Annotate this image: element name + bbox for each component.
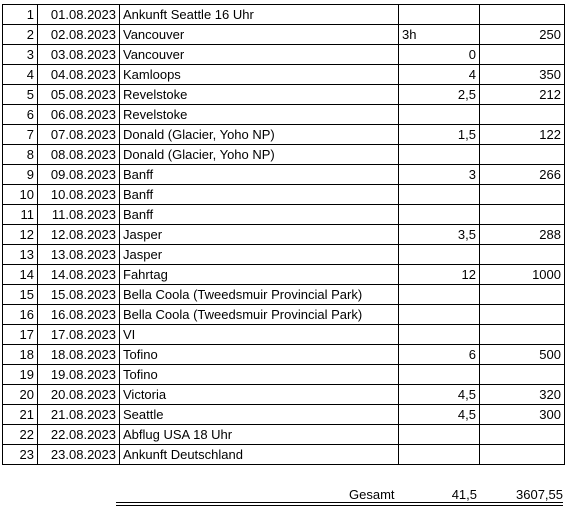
date-cell[interactable]: 21.08.2023 — [38, 405, 120, 425]
hours-cell[interactable]: 2,5 — [399, 85, 480, 105]
place-cell[interactable]: Seattle — [120, 405, 399, 425]
date-cell[interactable]: 13.08.2023 — [38, 245, 120, 265]
hours-cell[interactable] — [399, 145, 480, 165]
table-row — [3, 265, 565, 285]
km-cell[interactable]: 212 — [480, 85, 565, 105]
hours-cell[interactable] — [399, 245, 480, 265]
table-row — [3, 345, 565, 365]
hours-cell[interactable]: 4,5 — [399, 405, 480, 425]
hours-cell[interactable] — [399, 305, 480, 325]
date-cell[interactable]: 07.08.2023 — [38, 125, 120, 145]
table-row — [3, 185, 565, 205]
date-cell[interactable]: 05.08.2023 — [38, 85, 120, 105]
row-number-cell[interactable]: 3 — [3, 45, 38, 65]
km-cell[interactable] — [480, 185, 565, 205]
date-cell[interactable]: 22.08.2023 — [38, 425, 120, 445]
hours-cell[interactable] — [399, 325, 480, 345]
hours-cell[interactable]: 1,5 — [399, 125, 480, 145]
place-cell[interactable]: Donald (Glacier, Yoho NP) — [120, 125, 399, 145]
hours-cell[interactable] — [399, 205, 480, 225]
date-cell[interactable]: 15.08.2023 — [38, 285, 120, 305]
row-number-cell[interactable]: 10 — [3, 185, 38, 205]
row-number-cell[interactable]: 11 — [3, 205, 38, 225]
hours-cell[interactable]: 0 — [399, 45, 480, 65]
date-cell[interactable]: 16.08.2023 — [38, 305, 120, 325]
place-cell[interactable]: Banff — [120, 185, 399, 205]
km-cell[interactable] — [480, 5, 565, 25]
km-cell[interactable] — [480, 245, 565, 265]
km-cell[interactable] — [480, 105, 565, 125]
row-number-cell[interactable]: 14 — [3, 265, 38, 285]
hours-cell[interactable]: 4 — [399, 65, 480, 85]
row-number-cell[interactable]: 21 — [3, 405, 38, 425]
row-number-cell[interactable]: 7 — [3, 125, 38, 145]
row-number-cell[interactable]: 2 — [3, 25, 38, 45]
table-row — [3, 45, 565, 65]
date-cell[interactable]: 06.08.2023 — [38, 105, 120, 125]
km-cell[interactable]: 500 — [480, 345, 565, 365]
hours-cell[interactable] — [399, 445, 480, 465]
hours-cell[interactable] — [399, 5, 480, 25]
date-cell[interactable]: 17.08.2023 — [38, 325, 120, 345]
date-cell[interactable]: 11.08.2023 — [38, 205, 120, 225]
table-row — [3, 65, 565, 85]
row-number-cell[interactable]: 6 — [3, 105, 38, 125]
hours-cell[interactable] — [399, 105, 480, 125]
table-row — [3, 385, 565, 405]
table-row — [3, 85, 565, 105]
place-cell[interactable]: Kamloops — [120, 65, 399, 85]
table-row — [3, 365, 565, 385]
row-number-cell[interactable]: 1 — [3, 5, 38, 25]
place-cell[interactable]: Banff — [120, 165, 399, 185]
row-number-cell[interactable]: 23 — [3, 445, 38, 465]
place-cell[interactable]: Banff — [120, 205, 399, 225]
hours-cell[interactable]: 3h — [399, 25, 480, 45]
km-cell[interactable] — [480, 325, 565, 345]
place-cell[interactable]: Vancouver — [120, 45, 399, 65]
hours-cell[interactable]: 12 — [399, 265, 480, 285]
total-km-cell[interactable]: 3607,55 — [516, 487, 563, 502]
place-cell[interactable]: Tofino — [120, 345, 399, 365]
place-cell[interactable]: Victoria — [120, 385, 399, 405]
hours-cell[interactable] — [399, 425, 480, 445]
place-cell[interactable]: Bella Coola (Tweedsmuir Provincial Park) — [120, 305, 399, 325]
table-row — [3, 245, 565, 265]
table-row — [3, 165, 565, 185]
km-cell[interactable] — [480, 285, 565, 305]
row-number-cell[interactable]: 8 — [3, 145, 38, 165]
place-cell[interactable]: Tofino — [120, 365, 399, 385]
km-cell[interactable]: 288 — [480, 225, 565, 245]
place-cell[interactable]: Jasper — [120, 225, 399, 245]
km-cell[interactable]: 1000 — [480, 265, 565, 285]
date-cell[interactable]: 12.08.2023 — [38, 225, 120, 245]
hours-cell[interactable]: 6 — [399, 345, 480, 365]
row-number-cell[interactable]: 22 — [3, 425, 38, 445]
place-cell[interactable]: Abflug USA 18 Uhr — [120, 425, 399, 445]
place-cell[interactable]: Jasper — [120, 245, 399, 265]
place-cell[interactable]: VI — [120, 325, 399, 345]
km-cell[interactable] — [480, 425, 565, 445]
hours-cell[interactable] — [399, 365, 480, 385]
km-cell[interactable] — [480, 365, 565, 385]
date-cell[interactable]: 08.08.2023 — [38, 145, 120, 165]
row-number-cell[interactable]: 19 — [3, 365, 38, 385]
date-cell[interactable]: 01.08.2023 — [38, 5, 120, 25]
table-row — [3, 425, 565, 445]
place-cell[interactable]: Ankunft Seattle 16 Uhr — [120, 5, 399, 25]
total-double-underline — [116, 502, 563, 506]
km-cell[interactable] — [480, 445, 565, 465]
km-cell[interactable]: 320 — [480, 385, 565, 405]
place-cell[interactable]: Revelstoke — [120, 85, 399, 105]
table-row — [3, 305, 565, 325]
table-row — [3, 205, 565, 225]
place-cell[interactable]: Fahrtag — [120, 265, 399, 285]
date-cell[interactable]: 19.08.2023 — [38, 365, 120, 385]
km-cell[interactable]: 300 — [480, 405, 565, 425]
table-row — [3, 25, 565, 45]
date-cell[interactable]: 18.08.2023 — [38, 345, 120, 365]
date-cell[interactable]: 09.08.2023 — [38, 165, 120, 185]
total-label[interactable]: Gesamt — [349, 487, 395, 502]
km-cell[interactable]: 122 — [480, 125, 565, 145]
row-number-cell[interactable]: 12 — [3, 225, 38, 245]
km-cell[interactable] — [480, 145, 565, 165]
hours-cell[interactable] — [399, 185, 480, 205]
row-number-cell[interactable]: 5 — [3, 85, 38, 105]
km-cell[interactable]: 250 — [480, 25, 565, 45]
table-row — [3, 405, 565, 425]
table-row — [3, 105, 565, 125]
itinerary-table — [2, 4, 565, 465]
total-row — [0, 484, 569, 504]
table-row — [3, 125, 565, 145]
table-row — [3, 325, 565, 345]
total-hours-cell[interactable]: 41,5 — [451, 487, 477, 502]
table-row — [3, 5, 565, 25]
date-cell[interactable]: 14.08.2023 — [38, 265, 120, 285]
itinerary-table-body — [3, 5, 565, 465]
row-number-cell[interactable]: 18 — [3, 345, 38, 365]
km-cell[interactable] — [480, 45, 565, 65]
row-number-cell[interactable]: 16 — [3, 305, 38, 325]
date-cell[interactable]: 23.08.2023 — [38, 445, 120, 465]
place-cell[interactable]: Bella Coola (Tweedsmuir Provincial Park) — [120, 285, 399, 305]
table-row — [3, 445, 565, 465]
km-cell[interactable] — [480, 205, 565, 225]
date-cell[interactable]: 03.08.2023 — [38, 45, 120, 65]
place-cell[interactable]: Donald (Glacier, Yoho NP) — [120, 145, 399, 165]
place-cell[interactable]: Revelstoke — [120, 105, 399, 125]
row-number-cell[interactable]: 17 — [3, 325, 38, 345]
date-cell[interactable]: 02.08.2023 — [38, 25, 120, 45]
date-cell[interactable]: 20.08.2023 — [38, 385, 120, 405]
hours-cell[interactable] — [399, 285, 480, 305]
row-number-cell[interactable]: 13 — [3, 245, 38, 265]
place-cell[interactable]: Vancouver — [120, 25, 399, 45]
date-cell[interactable]: 10.08.2023 — [38, 185, 120, 205]
place-cell[interactable]: Ankunft Deutschland — [120, 445, 399, 465]
table-row — [3, 145, 565, 165]
hours-cell[interactable]: 4,5 — [399, 385, 480, 405]
km-cell[interactable] — [480, 305, 565, 325]
date-cell[interactable]: 04.08.2023 — [38, 65, 120, 85]
hours-cell[interactable]: 3,5 — [399, 225, 480, 245]
row-number-cell[interactable]: 15 — [3, 285, 38, 305]
row-number-cell[interactable]: 4 — [3, 65, 38, 85]
table-row — [3, 285, 565, 305]
km-cell[interactable]: 266 — [480, 165, 565, 185]
row-number-cell[interactable]: 20 — [3, 385, 38, 405]
hours-cell[interactable]: 3 — [399, 165, 480, 185]
table-row — [3, 225, 565, 245]
row-number-cell[interactable]: 9 — [3, 165, 38, 185]
km-cell[interactable]: 350 — [480, 65, 565, 85]
